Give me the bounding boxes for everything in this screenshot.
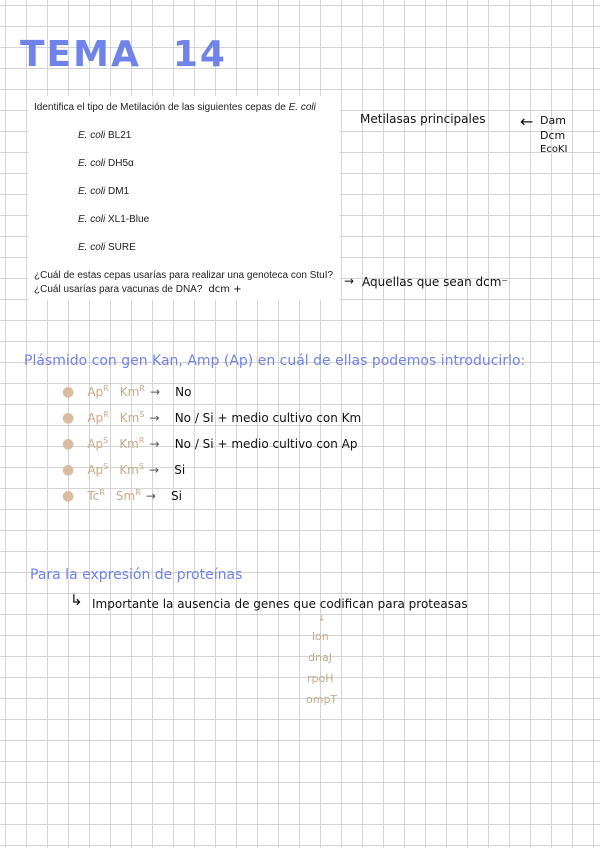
row-answer: Si xyxy=(174,463,186,477)
row-arrow: → xyxy=(149,437,160,451)
row-answer: Si xyxy=(170,489,182,503)
page-title xyxy=(20,34,227,75)
vaccine-question-text: ¿Cuál usarías para vacunas de DNA? xyxy=(34,284,203,295)
row-arrow: → xyxy=(150,385,161,399)
title-number: 14 xyxy=(172,34,227,75)
strain-name: XL1-Blue xyxy=(108,214,150,225)
down-arrow-icon: ↓ xyxy=(318,614,326,624)
vaccine-answer: dcm + xyxy=(208,284,242,295)
strain-item xyxy=(78,242,136,253)
strain-species: E. coli xyxy=(78,186,106,197)
strain-species: E. coli xyxy=(78,214,106,225)
genotype-ap: $Ap^R$ xyxy=(87,410,109,425)
gene-item: lon xyxy=(312,630,329,643)
answer-arrow: → xyxy=(344,274,355,288)
question-species: E. coli xyxy=(288,102,316,113)
genotype-sm: $Sm^R$ xyxy=(115,488,141,503)
strain-item xyxy=(78,186,129,197)
strain-species: E. coli xyxy=(78,158,106,169)
strain-name: SURE xyxy=(108,242,136,253)
row-arrow: → xyxy=(145,489,156,503)
genotype-ap: $Ap^S$ xyxy=(87,462,109,477)
bullet-icon: ● xyxy=(62,488,75,504)
methylation-question xyxy=(34,102,316,113)
genotype-km: $Km^S$ xyxy=(119,410,145,425)
metilasas-arrow: ← xyxy=(520,112,534,131)
strain-item xyxy=(78,214,149,225)
strain-name: DH5α xyxy=(108,158,134,169)
methylation-question-text: Identifica el tipo de Metilación de las siguientes cepas de xyxy=(34,102,286,113)
strain-species: E. coli xyxy=(78,130,106,141)
bullet-icon: ● xyxy=(62,436,75,452)
metilasa-item: EcoKI xyxy=(540,144,568,155)
plasmid-row xyxy=(62,381,192,400)
expression-note: Importante la ausencia de genes que codifican para proteasas xyxy=(92,597,468,611)
metilasa-item: Dcm xyxy=(540,129,566,142)
strain-name: DM1 xyxy=(108,186,130,197)
genotype-ap: $Ap^S$ xyxy=(87,436,109,451)
gene-item: rpoH xyxy=(307,672,334,685)
genotype-tc: $Tc^R$ xyxy=(87,488,105,503)
genotype-km: $Km^R$ xyxy=(119,384,145,399)
plasmid-row xyxy=(62,433,358,452)
bullet-icon: ● xyxy=(62,384,75,400)
metilasas-label: Metilasas principales xyxy=(360,112,486,126)
metilasa-item: Dam xyxy=(540,114,566,127)
genoteca-question: ¿Cuál de estas cepas usarías para realizar una genoteca con StuI? xyxy=(34,270,334,281)
title-word: TEMA xyxy=(20,34,141,75)
gene-item: dnaJ xyxy=(308,651,332,664)
row-answer: No / Si + medio cultivo con Ap xyxy=(174,437,358,451)
gene-item: ompT xyxy=(306,693,338,706)
expression-heading: Para la expresión de proteínas xyxy=(30,567,243,583)
vaccine-question xyxy=(34,284,242,295)
genotype-ap: $Ap^R$ xyxy=(87,384,109,399)
bullet-icon: ● xyxy=(62,410,75,426)
strain-name: BL21 xyxy=(108,130,132,141)
plasmid-row xyxy=(62,407,361,426)
bullet-icon: ● xyxy=(62,462,75,478)
genotype-km: $Km^R$ xyxy=(119,436,145,451)
expression-arrow: ↳ xyxy=(70,591,83,609)
plasmid-heading: Plásmido con gen Kan, Amp (Ap) en cuál de ellas podemos introducirlo: xyxy=(24,353,526,369)
strain-item xyxy=(78,130,131,141)
row-arrow: → xyxy=(149,411,160,425)
plasmid-row xyxy=(62,485,182,504)
question-card xyxy=(28,96,340,300)
row-arrow: → xyxy=(149,463,160,477)
strain-item xyxy=(78,158,134,169)
strain-species: E. coli xyxy=(78,242,106,253)
genotype-km: $Km^S$ xyxy=(119,462,144,477)
row-answer: No xyxy=(175,385,192,399)
genoteca-answer: Aquellas que sean dcm⁻ xyxy=(362,275,508,289)
row-answer: No / Si + medio cultivo con Km xyxy=(174,411,362,425)
plasmid-row xyxy=(62,459,185,478)
